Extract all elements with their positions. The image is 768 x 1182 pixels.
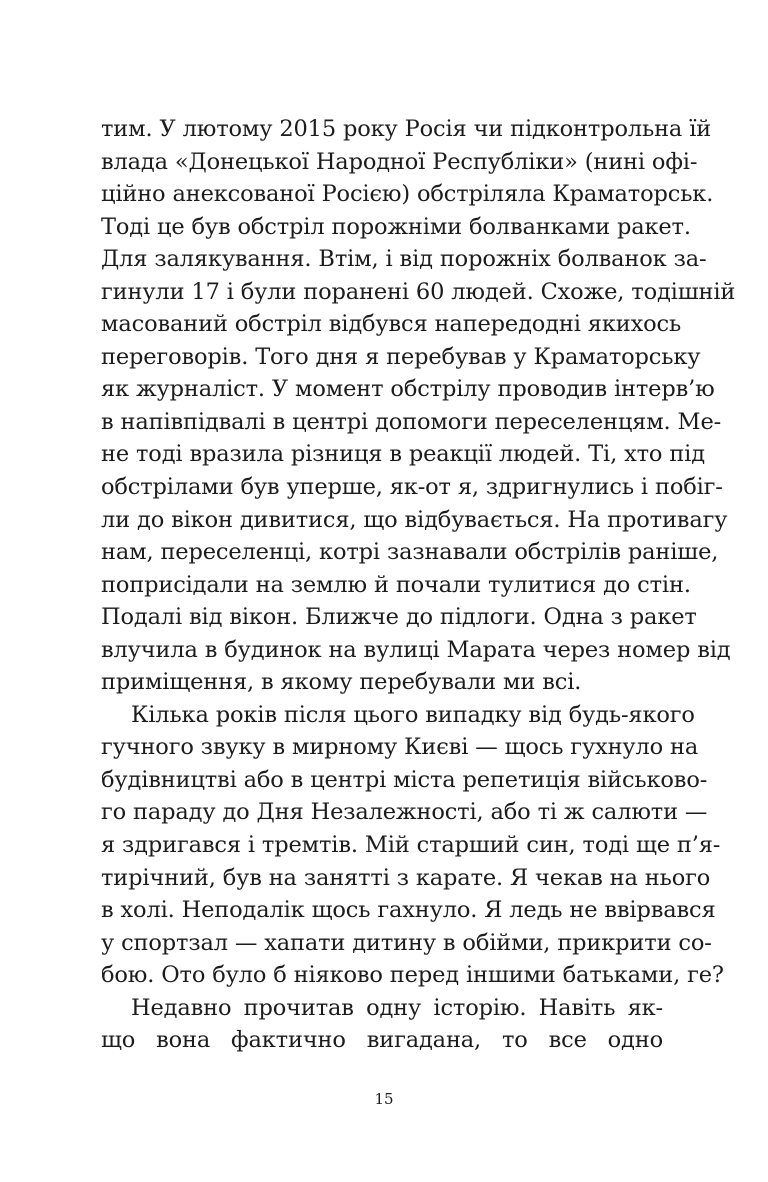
text-line: у спортзал — хапати дитину в обійми, прикрити со-	[101, 929, 712, 956]
text-line: приміщення, в якому перебували ми всі.	[101, 669, 582, 696]
text-line: го параду до Дня Незалежності, або ті ж салюти —	[101, 799, 708, 826]
text-line: бою. Ото було б ніяково перед іншими батьками, ге?	[101, 962, 724, 989]
text-line: обстрілами був уперше, як-от я, здригнулись і побіг-	[101, 474, 723, 501]
text-line: нам, переселенці, котрі зазнавали обстрілів раніше,	[101, 539, 719, 566]
text-line: гинули 17 і були поранені 60 людей. Схоже, тодішній	[101, 278, 736, 305]
text-line: влучила в будинок на вулиці Марата через номер від	[101, 636, 731, 663]
text-line: не тоді вразила різниця в реакції людей. Ті, хто під	[101, 441, 705, 468]
text-line: тирічний, був на занятті з карате. Я чекав на нього	[101, 864, 711, 891]
text-line: влада «Донецької Народної Республіки» (нині офі-	[101, 148, 698, 175]
text-line: Тоді це був обстріл порожніми болванками ракет.	[101, 213, 691, 240]
text-line: що вона фактично вигадана, то все одно	[101, 1027, 663, 1054]
text-line: я здригався і тремтів. Мій старший син, тоді ще п’я-	[101, 832, 721, 859]
text-line: ційно анексованої Росією) обстріляла Краматорськ.	[101, 181, 714, 208]
text-line: будівництві або в центрі міста репетиція військово-	[101, 766, 708, 793]
text-line: тим. У лютому 2015 року Росія чи підконтрольна їй	[101, 116, 712, 142]
text-line: як журналіст. У момент обстрілу проводив інтерв’ю	[101, 376, 715, 403]
page-number: 15	[374, 1090, 394, 1108]
text-line: гучного звуку в мирному Києві — щось гухнуло на	[101, 734, 699, 761]
body-text	[101, 113, 736, 1057]
text-line: переговорів. Того дня я перебував у Краматорську	[101, 343, 701, 370]
text-line: Подалі від вікон. Ближче до підлоги. Одна з ракет	[101, 604, 697, 631]
text-line: в холі. Неподалік щось гахнуло. Я ледь не ввірвався	[101, 897, 716, 924]
text-line: Для залякування. Втім, і від порожніх болванок за-	[101, 246, 707, 273]
text-line: Недавно прочитав одну історію. Навіть як-	[131, 994, 663, 1021]
text-line: в напівпідвалі в центрі допомоги переселенцям. Ме-	[101, 408, 722, 435]
text-line: поприсідали на землю й почали тулитися до стін.	[101, 571, 691, 598]
text-line: Кілька років після цього випадку від будь-якого	[131, 701, 695, 728]
text-line: ли до вікон дивитися, що відбувається. На противагу	[101, 506, 728, 533]
text-line: масований обстріл відбувся напередодні якихось	[101, 311, 682, 338]
